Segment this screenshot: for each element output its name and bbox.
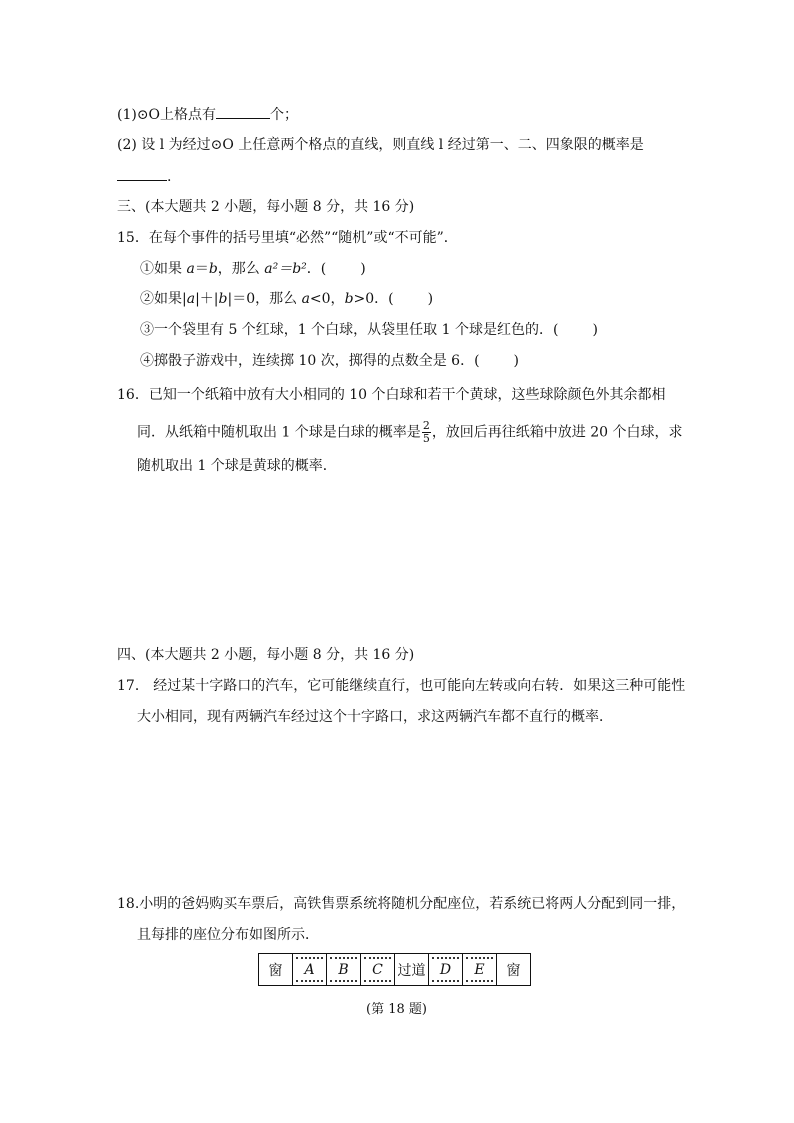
q15-item-4-text: ④掷骰子游戏中，连续掷 10 次，掷得的点数全是 6．( (140, 353, 480, 369)
q15-item-2-text: |＝0，那么 (227, 291, 302, 307)
q17-line-1: 17． 经过某十字路口的汽车，它可能继续直行，也可能向左转或向右转．如果这三种可能性 (117, 678, 686, 694)
seat-a-label: A (304, 961, 315, 978)
q16-line-2 (137, 420, 683, 445)
q15-item-3 (140, 320, 598, 340)
q15-item-3-text: ③一个袋里有 5 个红球，1 个白球，从袋里任取 1 个球是红色的．( (140, 322, 559, 338)
q15-item-4 (140, 351, 519, 371)
answer-blank (216, 104, 270, 119)
q15-item-1-text: ①如果 (140, 261, 187, 277)
equals-sign: ＝ (194, 261, 209, 277)
seat-b-label: B (338, 961, 349, 978)
q15-item-2-text: |＋| (195, 291, 219, 307)
q15-item-2 (140, 289, 433, 309)
var-b: b (218, 291, 228, 307)
seat-layout-table (258, 953, 531, 986)
paren-close: ) (360, 261, 366, 277)
q17-line-2: 大小相同，现有两辆汽车经过这个十字路口，求这两辆汽车都不直行的概率． (137, 709, 613, 725)
seat-c (361, 954, 395, 986)
seat-d (429, 954, 463, 986)
seat-frame (330, 957, 357, 982)
var-a: a (186, 291, 196, 307)
aisle-cell: 过道 (395, 954, 429, 986)
q16-line-3: 随机取出 1 个球是黄球的概率． (137, 458, 337, 474)
q15-item-2-text: ②如果| (140, 291, 187, 307)
seat-c-label: C (372, 961, 383, 978)
paren-open: >0．( (353, 291, 394, 307)
seat-frame (364, 957, 391, 982)
seat-b (327, 954, 361, 986)
seat-e-label: E (474, 961, 485, 978)
q14-part1-prefix: (1)⊙O上格点有 (117, 107, 217, 123)
paren-open: ．( (306, 261, 327, 277)
paren-close: ) (592, 322, 598, 338)
paren-close: ) (513, 353, 520, 369)
q16-line-2-text: 同．从纸箱中随机取出 1 个球是白球的概率是 (137, 424, 421, 441)
var-b: b (344, 291, 354, 307)
fraction (422, 420, 431, 445)
paren-close: ) (427, 291, 434, 307)
q15-item-1-expression: a²＝b² (264, 261, 307, 277)
seat-frame (296, 957, 323, 982)
seat-row (259, 954, 531, 986)
q14-part2-text: (2) 设 l 为经过⊙O 上任意两个格点的直线，则直线 l 经过第一、二、四象限的概率是 (117, 137, 644, 153)
var-a: a (301, 291, 310, 307)
q15-item-2-text: <0， (309, 291, 345, 307)
seat-frame (432, 957, 459, 982)
seat-window-right: 窗 (497, 954, 531, 986)
var-b: b (208, 261, 218, 277)
seat-d-label: D (439, 961, 452, 978)
q14-part2-end: . (167, 169, 172, 185)
q14-part2 (117, 135, 644, 155)
fraction-denominator: 5 (422, 432, 430, 445)
section-3-heading: 三、(本大题共 2 小题，每小题 8 分，共 16 分) (117, 199, 415, 215)
q15-item-1-text: ，那么 (217, 261, 265, 277)
q16-line-1: 16．已知一个纸箱中放有大小相同的 10 个白球和若干个黄球，这些球除颜色外其余都相 (117, 387, 666, 403)
q14-part2-answer (117, 166, 171, 187)
var-a: a (186, 261, 195, 277)
q18-line-1: 18.小明的爸妈购买车票后，高铁售票系统将随机分配座位，若系统已将两人分配到同一排， (117, 896, 686, 912)
q14-part1-suffix: 个； (270, 107, 299, 123)
seat-a (293, 954, 327, 986)
q18-line-2: 且每排的座位分布如图所示． (137, 927, 319, 943)
section-4-heading: 四、(本大题共 2 小题，每小题 8 分，共 16 分) (117, 647, 415, 663)
q14-part1 (117, 104, 298, 125)
answer-blank (117, 166, 167, 181)
fraction-numerator: 2 (422, 419, 430, 432)
seat-e (463, 954, 497, 986)
seat-frame (466, 957, 493, 982)
q15-stem: 15．在每个事件的括号里填“必然”“随机”或“不可能”． (117, 230, 458, 246)
figure-caption: (第 18 题) (366, 1002, 427, 1017)
q15-item-1 (140, 259, 366, 279)
q16-line-2-text: ，放回后再往纸箱中放进 20 个白球，求 (431, 424, 683, 441)
seat-window-left: 窗 (259, 954, 293, 986)
